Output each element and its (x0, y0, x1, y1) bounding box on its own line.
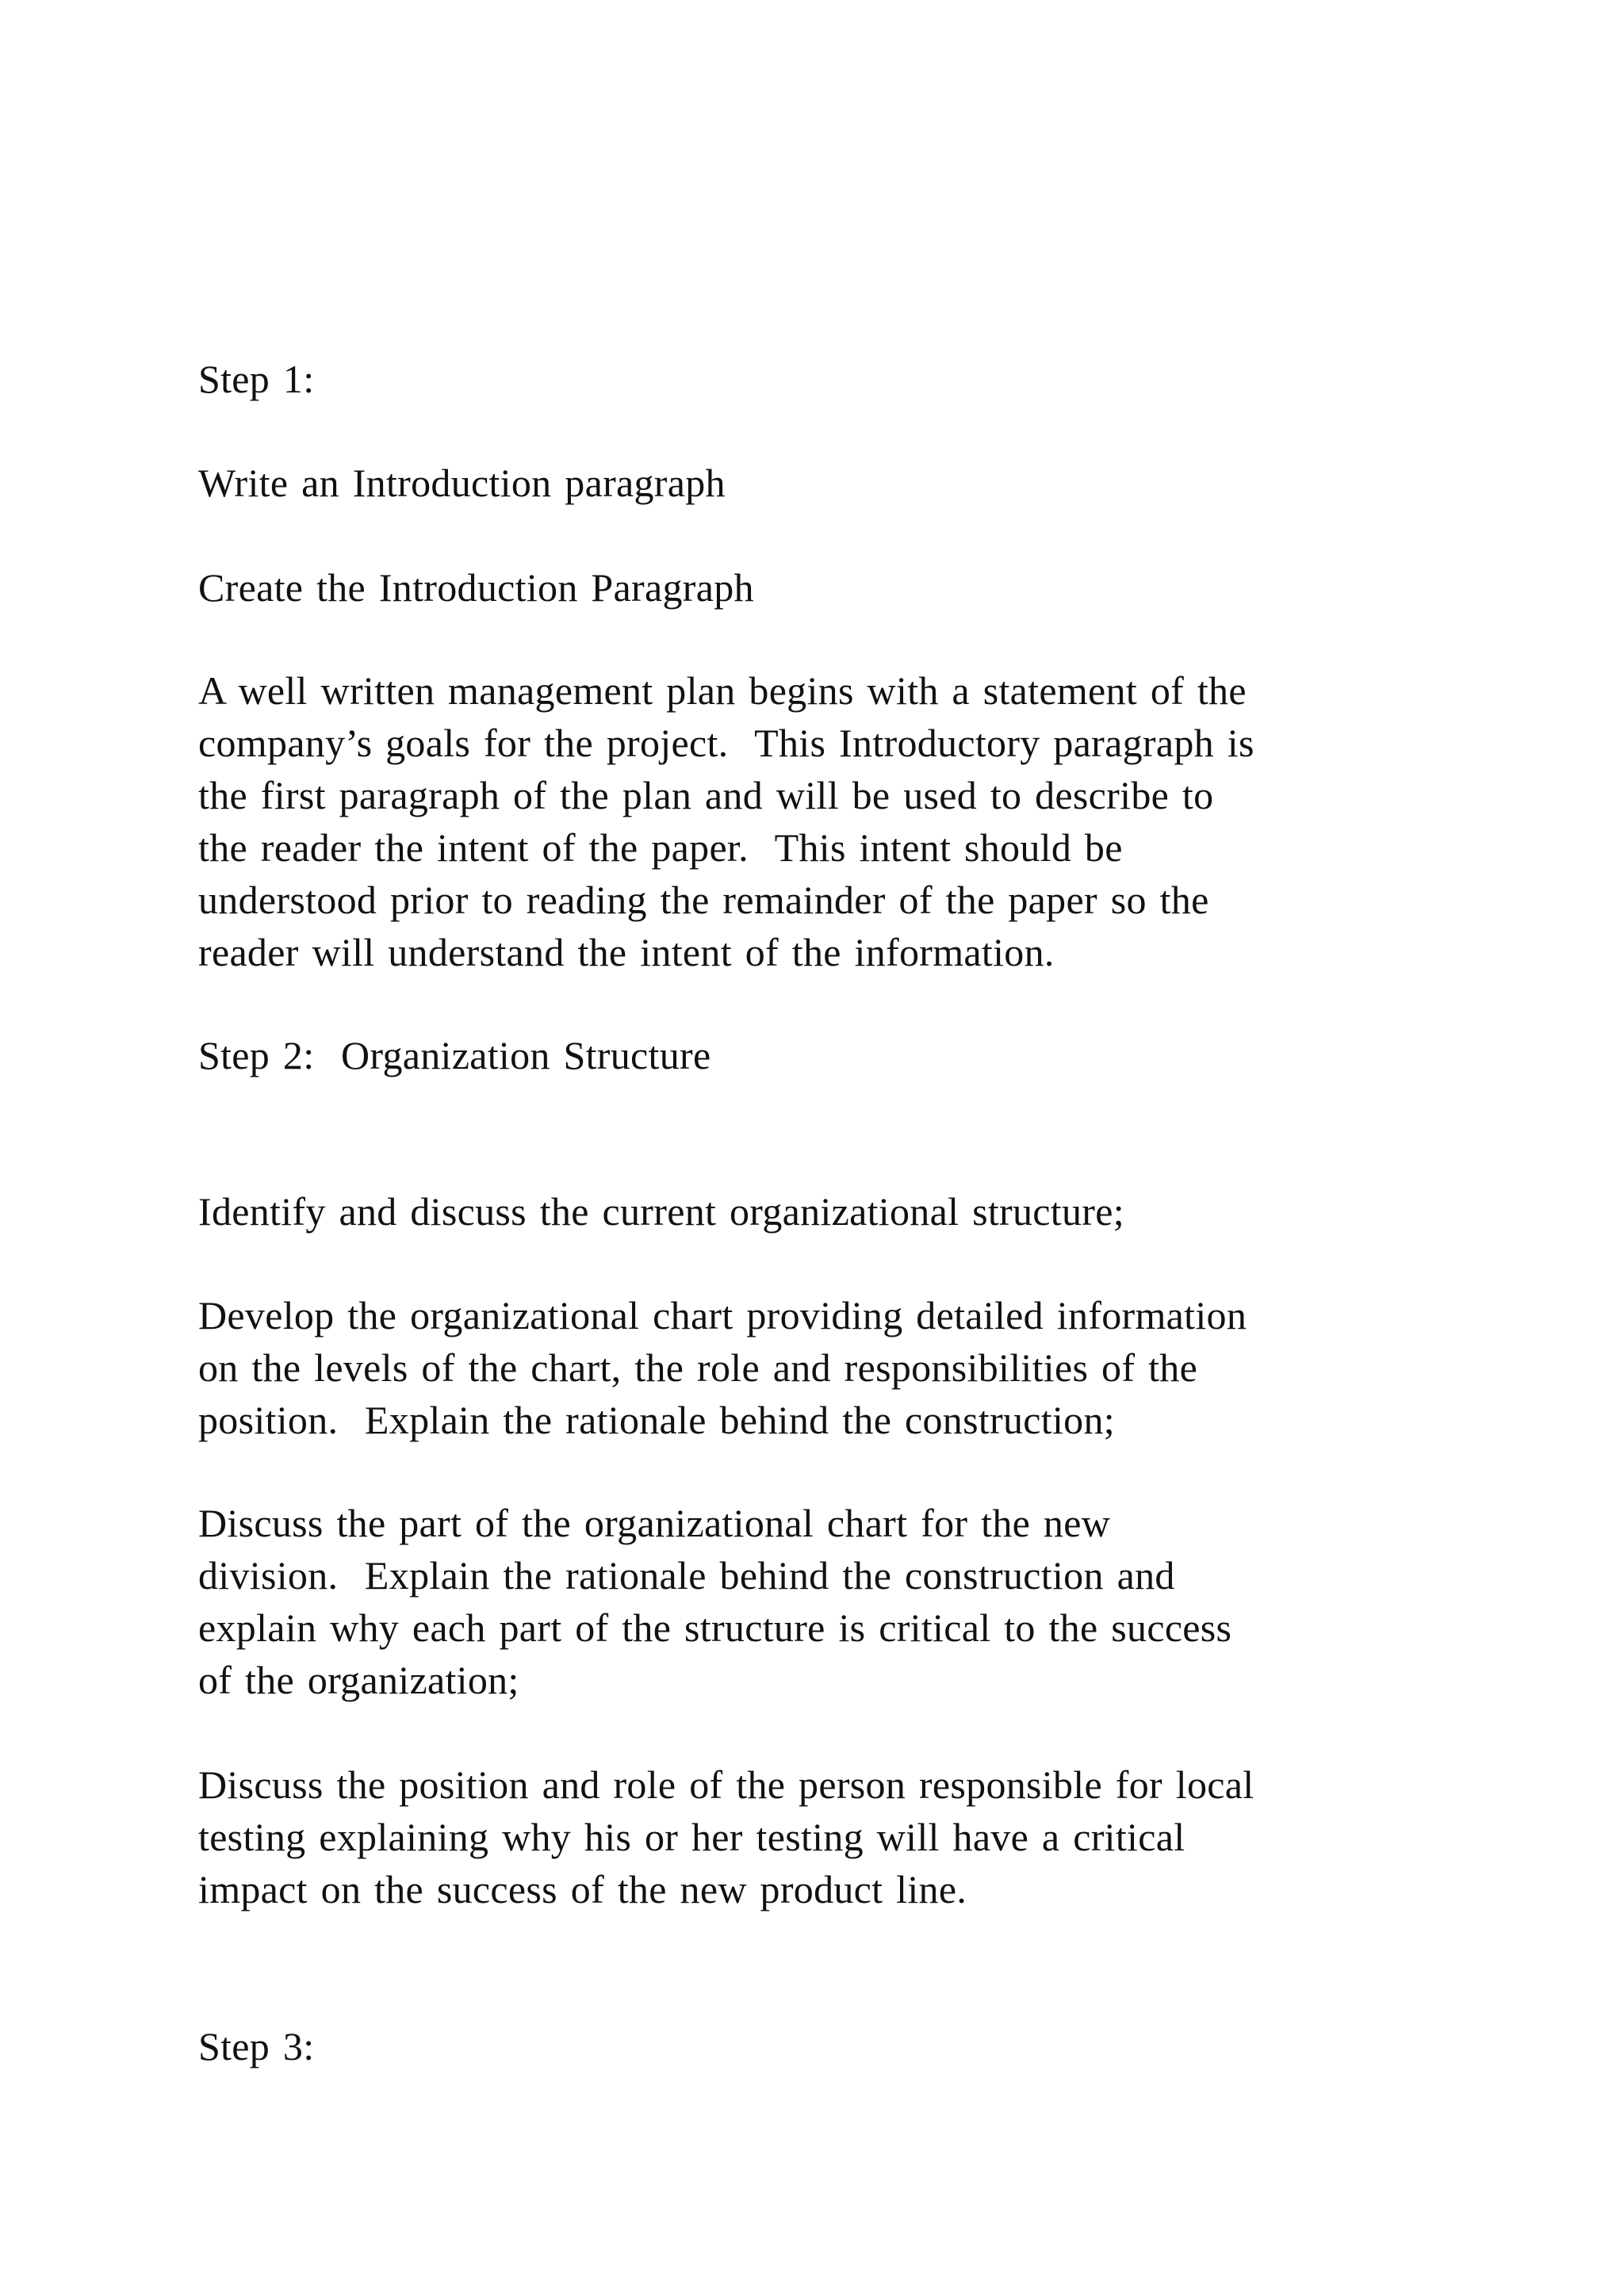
step-2-item-local-testing: Discuss the position and role of the person responsible for local testing explaining why his or her testing will have a critical impact on the success of the new product line. (198, 1762, 1254, 1911)
step-2-heading: Step 2: Organization Structure (198, 1033, 711, 1077)
step-3-heading: Step 3: (198, 2024, 315, 2068)
step-2-item-organizational-chart: Develop the organizational chart providing detailed information on the levels of the chart, the role and responsibilities of the position. Explain the rationale behind the construction; (198, 1293, 1247, 1442)
step-1-task: Write an Introduction paragraph (198, 461, 726, 505)
step-2-item-new-division: Discuss the part of the organizational chart for the new division. Explain the rationale behind the construction and explain why each part of the structure is critical to the success of the organization; (198, 1501, 1232, 1702)
step-1-heading: Step 1: (198, 357, 315, 401)
introduction-paragraph: A well written management plan begins with a statement of the company’s goals for the project. This Introductory paragraph is the first paragraph of the plan and will be used to describe to the reader the intent of the paper. This intent should be understood prior to reading the remainder of the paper so the reader will understand the intent of the information. (198, 668, 1254, 974)
step-2-item-organizational-structure: Identify and discuss the current organizational structure; (198, 1189, 1124, 1234)
introduction-heading: Create the Introduction Paragraph (198, 565, 754, 610)
